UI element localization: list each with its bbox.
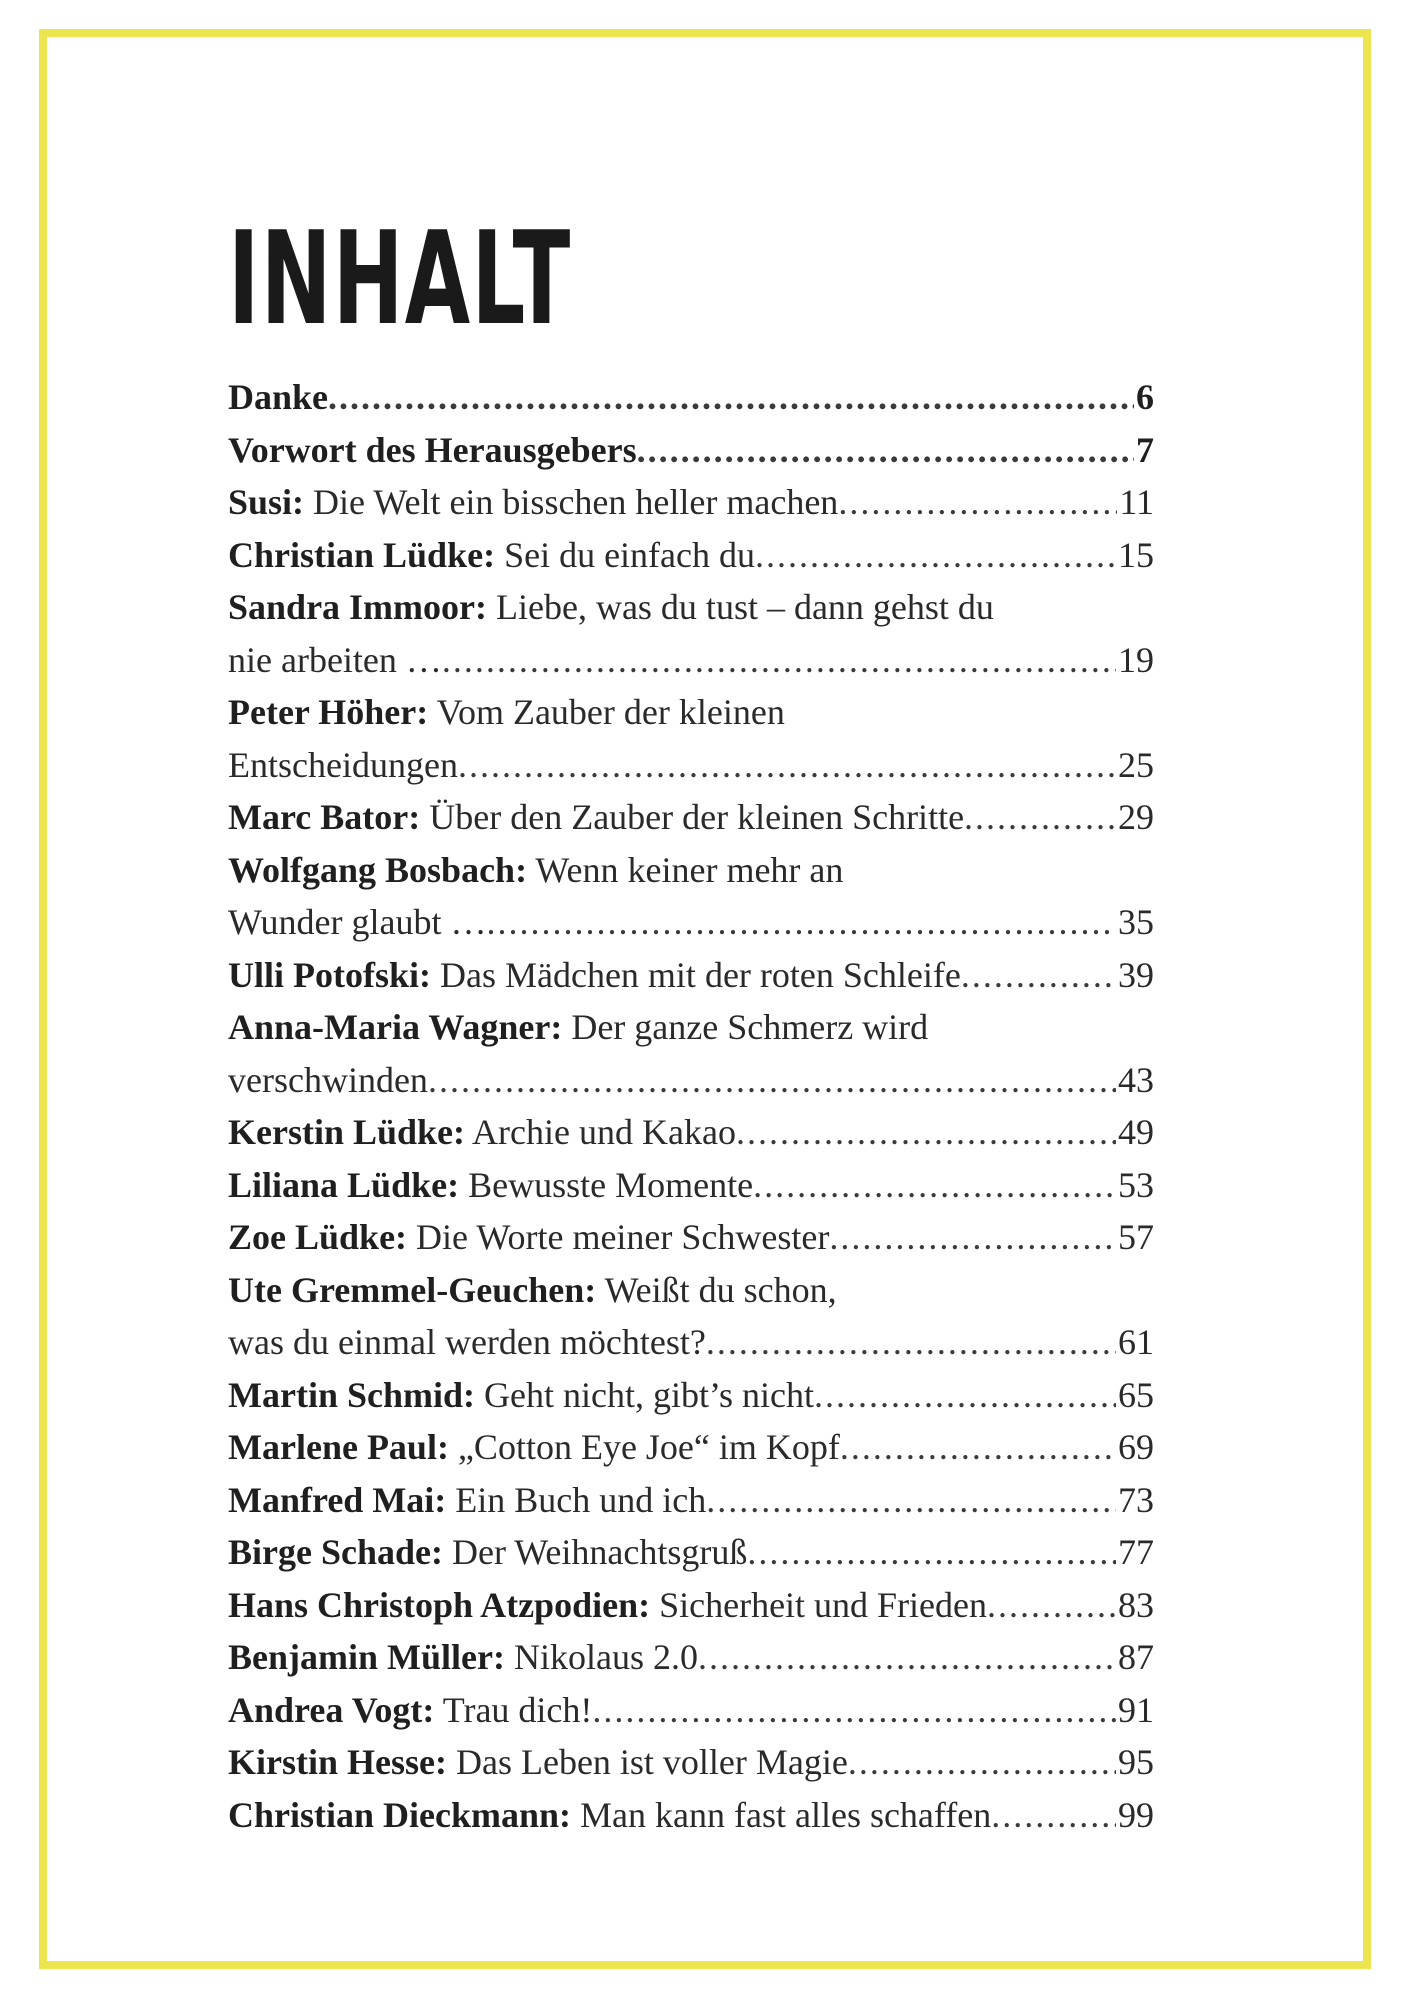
dot-leader	[840, 1421, 1116, 1474]
page-title: INHALT	[228, 205, 572, 354]
toc-line	[228, 686, 1154, 739]
toc-line	[228, 1526, 1154, 1579]
toc-title: Liebe, was du tust – dann gehst du	[496, 587, 994, 627]
toc-title: Vom Zauber der kleinen	[436, 692, 785, 732]
dot-leader	[753, 1159, 1116, 1212]
toc-entry[interactable]	[228, 476, 1154, 529]
toc-title: Danke	[228, 377, 329, 417]
dot-leader	[755, 529, 1116, 582]
page-number: 99	[1118, 1794, 1154, 1835]
toc-author: Hans Christoph Atzpodien:	[228, 1584, 651, 1625]
toc-heading	[228, 529, 755, 582]
dot-leader	[736, 1106, 1116, 1159]
toc-title-continued: was du einmal werden möchtest?	[228, 1322, 706, 1362]
dot-leader	[848, 1736, 1116, 1789]
page-number: 53	[1118, 1164, 1154, 1205]
toc-entry[interactable]	[228, 791, 1154, 844]
toc-title: Trau dich!	[442, 1689, 593, 1730]
toc-line	[228, 1316, 1154, 1369]
toc-author: Birge Schade:	[228, 1532, 443, 1572]
page-number: 11	[1119, 482, 1154, 522]
toc-entry[interactable]	[228, 686, 1154, 791]
page-number: 6	[1136, 377, 1154, 417]
page-number: 61	[1118, 1322, 1154, 1362]
toc-line	[228, 634, 1154, 687]
toc-heading	[228, 1631, 698, 1684]
dot-leader	[706, 1316, 1116, 1369]
page-number: 83	[1118, 1584, 1154, 1625]
toc-author: Zoe Lüdke:	[228, 1217, 408, 1257]
toc-heading	[228, 1736, 848, 1789]
page-number: 25	[1118, 744, 1154, 785]
toc-line	[228, 1789, 1154, 1842]
toc-line	[228, 476, 1154, 529]
page-number: 87	[1118, 1637, 1154, 1677]
toc-entry[interactable]	[228, 1736, 1154, 1789]
toc-heading	[228, 791, 964, 844]
toc-heading	[228, 949, 961, 1002]
toc-title: Das Leben ist voller Magie	[455, 1742, 848, 1782]
toc-heading	[228, 371, 328, 424]
dot-leader	[706, 1474, 1116, 1527]
toc-title: Archie und Kakao	[472, 1112, 736, 1152]
toc-heading	[228, 844, 843, 897]
toc-entry[interactable]	[228, 844, 1154, 949]
page-number: 29	[1118, 797, 1154, 837]
toc-author: Liliana Lüdke:	[228, 1164, 460, 1205]
dot-leader	[829, 1211, 1116, 1264]
toc-author: Andrea Vogt:	[228, 1689, 435, 1730]
dot-leader	[328, 371, 1134, 424]
toc-title: Die Welt ein bisschen heller machen	[313, 482, 839, 522]
toc-entry[interactable]	[228, 371, 1154, 424]
toc-entry[interactable]	[228, 581, 1154, 686]
toc-line	[228, 424, 1154, 477]
toc-line	[228, 791, 1154, 844]
page-number: 7	[1136, 429, 1154, 470]
toc-heading	[228, 1579, 987, 1632]
toc-entry[interactable]	[228, 1474, 1154, 1527]
toc-line	[228, 1001, 1154, 1054]
page-number: 35	[1118, 902, 1154, 942]
page-number: 39	[1118, 954, 1154, 995]
toc-author: Manfred Mai:	[228, 1479, 447, 1520]
dot-leader	[592, 1684, 1116, 1737]
page-number: 95	[1118, 1742, 1154, 1782]
dot-leader	[838, 476, 1117, 529]
toc-line	[228, 949, 1154, 1002]
page-number: 19	[1118, 639, 1154, 680]
page-number: 69	[1118, 1427, 1154, 1467]
toc-entry[interactable]	[228, 1631, 1154, 1684]
toc-author: Ute Gremmel-Geuchen:	[228, 1269, 597, 1310]
toc-author: Ulli Potofski:	[228, 954, 431, 995]
dot-leader	[814, 1369, 1116, 1422]
toc-line	[228, 1631, 1154, 1684]
toc-title: Der Weihnachtsgruß	[451, 1532, 748, 1572]
toc-author: Christian Dieckmann:	[228, 1794, 572, 1835]
toc-entry[interactable]	[228, 1579, 1154, 1632]
toc-line	[228, 1579, 1154, 1632]
toc-entry[interactable]	[228, 529, 1154, 582]
toc-title: Bewusste Momente	[468, 1164, 754, 1205]
dot-leader	[964, 791, 1116, 844]
toc-author: Christian Lüdke:	[228, 534, 496, 575]
toc-heading	[228, 1684, 592, 1737]
toc-title: Sei du einfach du	[504, 534, 756, 575]
toc-title: „Cotton Eye Joe“ im Kopf	[457, 1427, 840, 1467]
toc-title: Das Mädchen mit der roten Schleife	[440, 954, 961, 995]
page-number: 77	[1118, 1532, 1154, 1572]
toc-line	[228, 1736, 1154, 1789]
page-number: 65	[1118, 1374, 1154, 1415]
toc-entry[interactable]	[228, 1264, 1154, 1369]
toc-title: Man kann fast alles schaffen	[580, 1794, 992, 1835]
toc-author: Peter Höher:	[228, 692, 429, 732]
toc-title: Über den Zauber der kleinen Schritte	[429, 797, 965, 837]
page-number: 91	[1118, 1689, 1154, 1730]
toc-entry[interactable]	[228, 424, 1154, 477]
page-number: 49	[1118, 1112, 1154, 1152]
dot-leader	[991, 1789, 1116, 1842]
toc-heading	[228, 1264, 837, 1317]
toc-title: Sicherheit und Frieden	[659, 1584, 988, 1625]
toc-entry[interactable]	[228, 1106, 1154, 1159]
dot-leader	[747, 1526, 1116, 1579]
toc-title-continued: Wunder glaubt …	[228, 902, 487, 942]
dot-leader	[698, 1631, 1116, 1684]
toc-entry[interactable]	[228, 949, 1154, 1002]
toc-title: Die Worte meiner Schwester	[416, 1217, 830, 1257]
toc-author: Kerstin Lüdke:	[228, 1112, 466, 1152]
dot-leader	[458, 739, 1116, 792]
toc-entry[interactable]	[228, 1421, 1154, 1474]
toc-line	[228, 1369, 1154, 1422]
toc-line	[228, 1474, 1154, 1527]
toc-entry[interactable]	[228, 1789, 1154, 1842]
toc-line	[228, 896, 1154, 949]
page-number: 43	[1118, 1059, 1154, 1100]
dot-leader	[487, 896, 1117, 949]
toc-title: Weißt du schon,	[604, 1269, 837, 1310]
toc-line	[228, 529, 1154, 582]
toc-entry[interactable]	[228, 1211, 1154, 1264]
toc-entry[interactable]	[228, 1526, 1154, 1579]
toc-line	[228, 1264, 1154, 1317]
toc-line	[228, 1421, 1154, 1474]
toc-heading	[228, 686, 785, 739]
toc-heading	[228, 1789, 991, 1842]
toc-author: Benjamin Müller:	[228, 1637, 505, 1677]
toc-author: Kirstin Hesse:	[228, 1742, 447, 1782]
toc-author: Wolfgang Bosbach:	[228, 849, 528, 890]
toc-line	[228, 739, 1154, 792]
toc-line	[228, 371, 1154, 424]
toc-entry[interactable]	[228, 1159, 1154, 1212]
dot-leader	[987, 1579, 1116, 1632]
toc-list	[228, 371, 1154, 1841]
toc-heading	[228, 581, 994, 634]
toc-title-continued: Entscheidungen	[228, 744, 458, 785]
dot-leader	[961, 949, 1116, 1002]
toc-title-continued: verschwinden	[228, 1059, 428, 1100]
page-number: 57	[1118, 1217, 1154, 1257]
page-number: 73	[1118, 1479, 1154, 1520]
toc-heading	[228, 476, 838, 529]
page-number: 15	[1118, 534, 1154, 575]
toc-entry[interactable]	[228, 1684, 1154, 1737]
toc-author: Marlene Paul:	[228, 1427, 449, 1467]
toc-line	[228, 1684, 1154, 1737]
toc-heading	[228, 1106, 736, 1159]
toc-heading	[228, 1421, 840, 1474]
toc-heading	[228, 1001, 928, 1054]
toc-heading	[228, 1159, 753, 1212]
dot-leader	[637, 424, 1134, 477]
toc-entry[interactable]	[228, 1001, 1154, 1106]
toc-heading	[228, 1526, 747, 1579]
toc-entry[interactable]	[228, 1369, 1154, 1422]
toc-title: Wenn keiner mehr an	[535, 849, 844, 890]
toc-title: Der ganze Schmerz wird	[571, 1007, 929, 1047]
toc-line	[228, 581, 1154, 634]
toc-line	[228, 1211, 1154, 1264]
dot-leader	[428, 1054, 1116, 1107]
toc-line	[228, 1106, 1154, 1159]
toc-heading	[228, 1369, 814, 1422]
toc-author: Marc Bator:	[228, 797, 421, 837]
toc-heading	[228, 1474, 706, 1527]
toc-heading	[228, 424, 637, 477]
toc-title: Ein Buch und ich	[455, 1479, 707, 1520]
toc-line	[228, 844, 1154, 897]
toc-title: Geht nicht, gibt’s nicht	[484, 1374, 814, 1415]
toc-line	[228, 1159, 1154, 1212]
table-of-contents	[228, 205, 1154, 1841]
toc-title-continued: nie arbeiten …	[228, 639, 442, 680]
dot-leader	[442, 634, 1116, 687]
toc-author: Anna-Maria Wagner:	[228, 1007, 563, 1047]
toc-heading	[228, 1211, 829, 1264]
toc-title: Nikolaus 2.0	[513, 1637, 698, 1677]
toc-author: Martin Schmid:	[228, 1374, 475, 1415]
toc-author: Sandra Immoor:	[228, 587, 487, 627]
toc-title: Vorwort des Herausgebers	[228, 429, 637, 470]
toc-author: Susi:	[228, 482, 305, 522]
toc-line	[228, 1054, 1154, 1107]
